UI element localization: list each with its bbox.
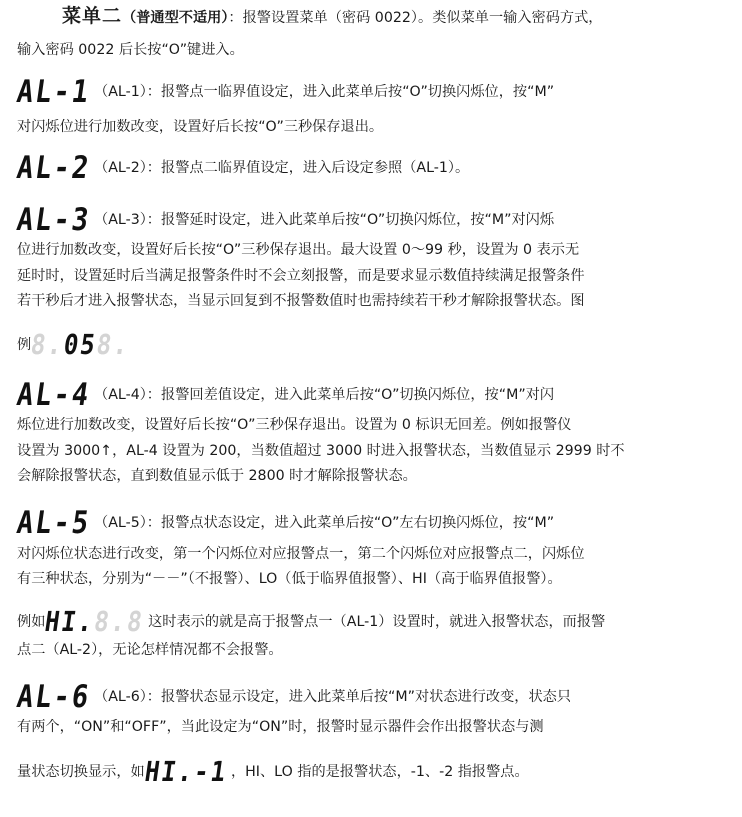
al4-segment-display: AL-4 (14, 377, 93, 414)
al5-line-3: 有三种状态，分别为“－－”（不报警）、LO（低于临界值报警）、HI（高于临界值报警）。 (17, 571, 562, 587)
al3-example (17, 330, 134, 360)
al6-line-3-start: 量状态切换显示，如 (17, 764, 145, 780)
al4-line-1 (14, 377, 555, 414)
al4-line-2: 烁位进行加数改变，设置好后长按“O”三秒保存退出。设置为 0 标识无回差。例如报警仪 (17, 417, 572, 433)
intro-text: ：报警设置菜单（密码 0022）。类似菜单一输入密码方式， (228, 10, 603, 26)
al3-line-2: 位进行加数改变，设置好后长按“O”三秒保存退出。最大设置 0～99 秒，设置为 0 表示无 (17, 242, 580, 258)
ghost-digit: 8.8 (92, 605, 147, 639)
al4-text: （AL-4）：报警回差值设定，进入此菜单后按“O”切换闪烁位，按“M”对闪 (94, 387, 555, 403)
al2-segment-display: AL-2 (14, 150, 93, 187)
example-digits: HI. (43, 605, 98, 639)
al5-example-label: 例如 (17, 614, 46, 630)
al6-line-1 (14, 679, 572, 716)
al6-line-3-text: ，HI、LO 指的是报警状态，-1、-2 指报警点。 (230, 764, 529, 780)
intro-line-2: 输入密码 0022 后长按“O”键进入。 (17, 42, 244, 58)
al5-example-segment-display (43, 605, 147, 640)
al6-line-3 (17, 757, 529, 787)
al4-line-4: 会解除报警状态，直到数值显示低于 2800 时才解除报警状态。 (17, 468, 417, 484)
al6-segment-display: AL-6 (14, 679, 93, 716)
al6-example-segment-display: HI.-1 (142, 755, 230, 789)
al5-line-5: 点二（AL-2），无论怎样情况都不会报警。 (17, 642, 283, 658)
al5-line-1 (14, 505, 555, 542)
al5-line-4-text: 这时表示的就是高于报警点一（AL-1）设置时，就进入报警状态，而报警 (148, 614, 606, 630)
al3-example-segment-display (29, 328, 133, 363)
al3-segment-display: AL-3 (14, 202, 93, 239)
al5-text: （AL-5）：报警点状态设定，进入此菜单后按“O”左右切换闪烁位，按“M” (94, 515, 555, 531)
menu-two-heading (62, 6, 602, 28)
ghost-digit: 8. (28, 328, 67, 362)
al3-line-4: 若干秒后才进入报警状态，当显示回复到不报警数值时也需持续若干秒才解除报警状态。图 (17, 293, 585, 309)
al1-segment-display: AL-1 (14, 74, 93, 111)
al2-line-1 (14, 150, 470, 187)
al3-line-3: 延时时，设置延时后当满足报警条件时不会立刻报警，而是要求显示数值持续满足报警条件 (17, 268, 585, 284)
al6-text: （AL-6）：报警状态显示设定，进入此菜单后按“M”对状态进行改变，状态只 (94, 689, 572, 705)
al6-line-2: 有两个，“ON”和“OFF”，当此设定为“ON”时，报警时显示器件会作出报警状态与测 (17, 719, 544, 735)
menu-title-note: （普通型不适用） (122, 10, 229, 26)
al3-line-1 (14, 202, 555, 239)
menu-title: 菜单二 (62, 5, 123, 27)
al1-line-2: 对闪烁位进行加数改变，设置好后长按“O”三秒保存退出。 (17, 119, 384, 135)
al4-line-3: 设置为 3000↑，AL-4 设置为 200，当数值超过 3000 时进入报警状态，当数值显示 2999 时不 (17, 443, 625, 459)
al5-segment-display: AL-5 (14, 505, 93, 542)
example-digits: 05 (61, 328, 100, 362)
al5-line-2: 对闪烁位状态进行改变，第一个闪烁位对应报警点一，第二个闪烁位对应报警点二，闪烁位 (17, 546, 585, 562)
al1-text: （AL-1）：报警点一临界值设定，进入此菜单后按“O”切换闪烁位，按“M” (94, 84, 555, 100)
al2-text: （AL-2）：报警点二临界值设定，进入后设定参照（AL-1）。 (94, 160, 470, 176)
al3-example-label: 例 (17, 337, 32, 353)
al5-line-4 (17, 607, 605, 637)
al3-text: （AL-3）：报警延时设定，进入此菜单后按“O”切换闪烁位，按“M”对闪烁 (94, 212, 555, 228)
ghost-digit: 8. (94, 328, 133, 362)
al1-line-1 (14, 74, 555, 111)
